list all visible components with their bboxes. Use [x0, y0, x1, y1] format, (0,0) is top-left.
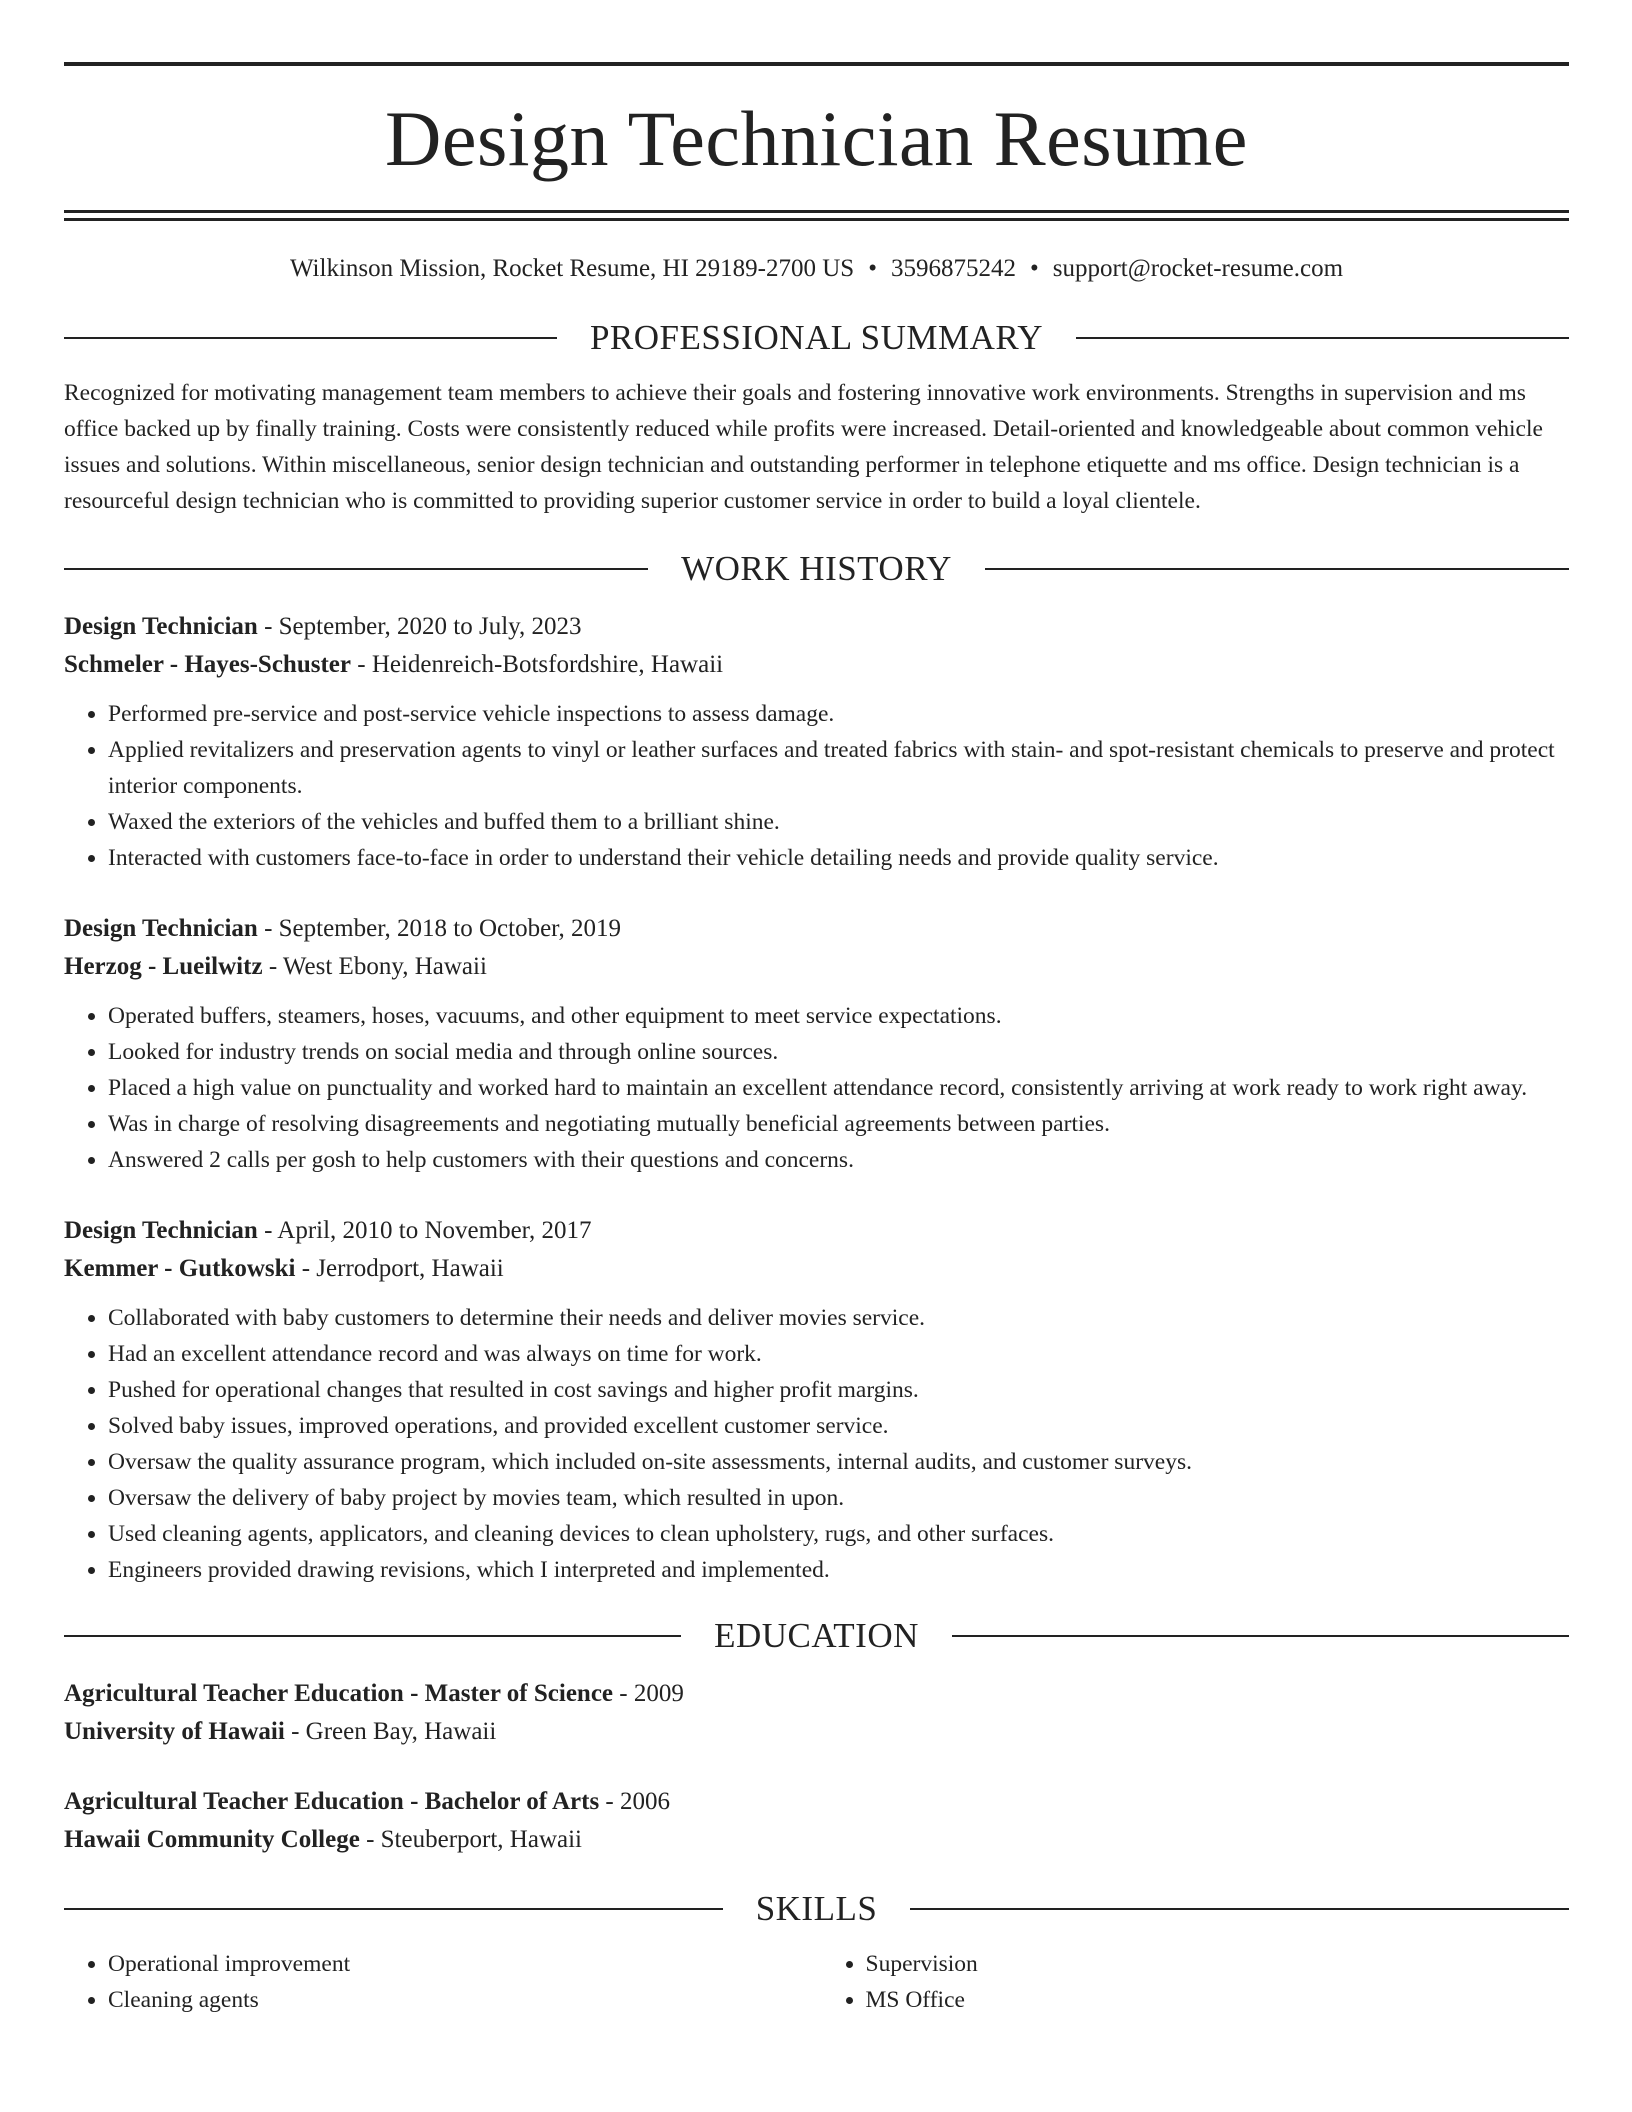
job-company: Kemmer - Gutkowski	[64, 1255, 296, 1282]
job-company: Herzog - Lueilwitz	[64, 953, 263, 980]
heading-rule	[910, 1908, 1569, 1910]
education-degree-line	[64, 1783, 1569, 1821]
contact-address: Wilkinson Mission, Rocket Resume, HI 29189-2700 US	[289, 255, 855, 282]
education-school-line	[64, 1821, 1569, 1859]
heading-rule	[64, 337, 557, 339]
job-dates: - September, 2020 to July, 2023	[257, 613, 582, 640]
contact-separator: •	[868, 255, 877, 282]
section-heading-work	[64, 551, 1569, 586]
job-bullets	[64, 1300, 1569, 1588]
job-title-line	[64, 1212, 1569, 1250]
list-item: • Performed pre-service and post-service vehicle inspections to assess damage.	[108, 696, 1569, 732]
list-item: • Solved baby issues, improved operations, and provided excellent customer service.	[108, 1408, 1569, 1444]
education-degree-line	[64, 1675, 1569, 1713]
job-entry	[64, 608, 1569, 876]
contact-email: support@rocket-resume.com	[1052, 255, 1344, 282]
list-item: • Applied revitalizers and preservation agents to vinyl or leather surfaces and treated fabrics with stain- and spot-resistant chemicals to preserve and protect interior components.	[108, 732, 1569, 804]
job-bullets	[64, 696, 1569, 876]
list-item: • Engineers provided drawing revisions, which I interpreted and implemented.	[108, 1552, 1569, 1588]
heading-rule	[952, 1635, 1569, 1637]
section-title: WORK HISTORY	[681, 549, 952, 588]
contact-line	[64, 254, 1569, 284]
job-location: - West Ebony, Hawaii	[262, 953, 487, 980]
list-item: • Looked for industry trends on social media and through online sources.	[108, 1034, 1569, 1070]
job-location: - Heidenreich-Botsfordshire, Hawaii	[351, 651, 724, 678]
job-title-line	[64, 910, 1569, 948]
job-title: Design Technician	[64, 613, 258, 640]
education-year: - 2006	[599, 1788, 670, 1815]
education-location: - Green Bay, Hawaii	[284, 1718, 497, 1745]
education-location: - Steuberport, Hawaii	[359, 1826, 582, 1853]
education-year: - 2009	[613, 1680, 684, 1707]
list-item: • Pushed for operational changes that resulted in cost savings and higher profit margins.	[108, 1372, 1569, 1408]
job-company: Schmeler - Hayes-Schuster	[64, 651, 351, 678]
title-double-rule	[64, 210, 1569, 221]
top-rule	[64, 62, 1569, 66]
job-dates: - September, 2018 to October, 2019	[257, 915, 622, 942]
job-company-line	[64, 948, 1569, 986]
education-school-line	[64, 1713, 1569, 1751]
list-item: • Placed a high value on punctuality and worked hard to maintain an excellent attendance record, consistently arriving at work ready to work right away.	[108, 1070, 1569, 1106]
skills-grid	[64, 1946, 1569, 2018]
section-title: SKILLS	[755, 1889, 878, 1928]
list-item: • Had an excellent attendance record and was always on time for work.	[108, 1336, 1569, 1372]
skills-column-left	[64, 1946, 812, 2018]
job-company-line	[64, 646, 1569, 684]
job-dates: - April, 2010 to November, 2017	[257, 1217, 592, 1244]
skills-column-right	[822, 1946, 1570, 2018]
list-item: • Operated buffers, steamers, hoses, vacuums, and other equipment to meet service expectations.	[108, 998, 1569, 1034]
heading-rule	[64, 568, 648, 570]
list-item: • Interacted with customers face-to-face in order to understand their vehicle detailing needs and provide quality service.	[108, 840, 1569, 876]
heading-rule	[64, 1908, 723, 1910]
section-heading-skills	[64, 1891, 1569, 1926]
list-item: • Waxed the exteriors of the vehicles and buffed them to a brilliant shine.	[108, 804, 1569, 840]
contact-phone: 3596875242	[890, 255, 1016, 282]
resume-title: Design Technician Resume	[385, 95, 1248, 182]
education-school: University of Hawaii	[64, 1718, 285, 1745]
education-school: Hawaii Community College	[64, 1826, 360, 1853]
summary-text: Recognized for motivating management team members to achieve their goals and fostering innovative work environments. Strengths in supervision and ms office backed up by finally training. Costs were consistently reduced while profits were increased. Detail-oriented and knowledgeable about common vehicle issues and solutions. Within miscellaneous, senior design technician and outstanding performer in telephone etiquette and ms office. Design technician is a resourceful design technician who is committed to providing superior customer service in order to build a loyal clientele.	[64, 380, 1543, 514]
job-bullets	[64, 998, 1569, 1178]
list-item: • Answered 2 calls per gosh to help customers with their questions and concerns.	[108, 1142, 1569, 1178]
heading-rule	[64, 1635, 681, 1637]
section-heading-summary	[64, 320, 1569, 355]
education-entry	[64, 1675, 1569, 1751]
job-company-line	[64, 1250, 1569, 1288]
section-heading-education	[64, 1618, 1569, 1653]
skill-item: • Operational improvement	[108, 1946, 812, 1982]
education-degree: Agricultural Teacher Education - Master of Science	[64, 1680, 614, 1707]
job-entry	[64, 910, 1569, 1178]
section-title: EDUCATION	[714, 1616, 919, 1655]
education-entry	[64, 1783, 1569, 1859]
list-item: • Was in charge of resolving disagreements and negotiating mutually beneficial agreements between parties.	[108, 1106, 1569, 1142]
heading-rule	[1076, 337, 1569, 339]
job-title: Design Technician	[64, 915, 258, 942]
list-item: • Oversaw the quality assurance program, which included on-site assessments, internal audits, and customer surveys.	[108, 1444, 1569, 1480]
heading-rule	[985, 568, 1569, 570]
education-degree: Agricultural Teacher Education - Bachelor of Arts	[64, 1788, 600, 1815]
job-entry	[64, 1212, 1569, 1588]
skill-item: • Cleaning agents	[108, 1982, 812, 2018]
job-title-line	[64, 608, 1569, 646]
list-item: • Used cleaning agents, applicators, and cleaning devices to clean upholstery, rugs, and other surfaces.	[108, 1516, 1569, 1552]
list-item: • Collaborated with baby customers to determine their needs and deliver movies service.	[108, 1300, 1569, 1336]
list-item: • Oversaw the delivery of baby project by movies team, which resulted in upon.	[108, 1480, 1569, 1516]
section-title: PROFESSIONAL SUMMARY	[589, 318, 1044, 357]
skill-item: • Supervision	[866, 1946, 1570, 1982]
job-location: - Jerrodport, Hawaii	[295, 1255, 504, 1282]
job-title: Design Technician	[64, 1217, 258, 1244]
contact-separator: •	[1029, 255, 1039, 282]
skill-item: • MS Office	[866, 1982, 1570, 2018]
resume-page	[64, 62, 1569, 2018]
